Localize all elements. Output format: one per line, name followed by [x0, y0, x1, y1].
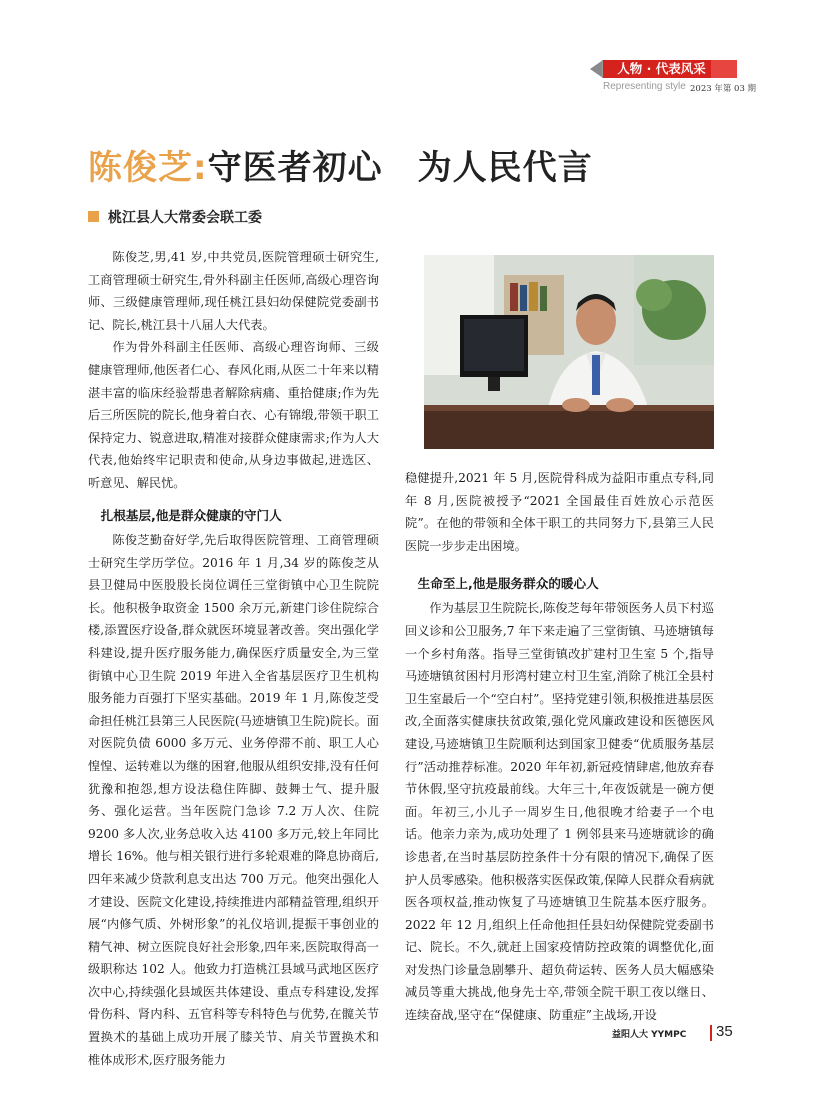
article-author: 桃江县人大常委会联工委	[108, 210, 262, 226]
intro-paragraph-2: 作为骨外科副主任医师、高级心理咨询师、三级健康管理师,他医者仁心、春风化雨,从医二十年来以精湛丰富的临床经验帮患者解除病痛、重拾健康;作为先后三所医院的院长,他身着白衣、心有锦缎,带领干职工保持定力、锐意进取,精准对接群众健康需求;作为人大代表,他始终牢记职责和使命,从身边事做起,进选区、听意见、解民忧。	[88, 340, 379, 490]
portrait-photo	[424, 255, 714, 449]
intro-text	[88, 246, 379, 495]
page-number: 35	[716, 1023, 733, 1040]
header-section-label: 人物 · 代表风采	[617, 61, 706, 76]
footer-divider	[710, 1025, 712, 1041]
section-1-paragraph: 陈俊芝勤奋好学,先后取得医院管理、工商管理硕士研究生学历学位。2016 年 1 月,34 岁的陈俊芝从县卫健局中医股股长岗位调任三堂街镇中心卫生院院长。他积极争取资金 1500 余万元,新建门诊住院综合楼,添置医疗设备,群众就医环境显著改善。突出强化学科建设,提升医疗服务能力,确保医疗质量安全,为三堂街镇中心卫生院 2019 年进入全省基层医疗卫生机构服务能力百强打下坚实基础。2019 年 1 月,陈俊芝受命担任桃江县第三人民医院(马迹塘镇卫生院)院长。面对医院负债 6000 多万元、业务停滞不前、职工人心惶惶、运转难以为继的困窘,他服从组织安排,没有任何犹豫和抱怨,想方设法稳住阵脚、鼓舞士气、提升服务、强化运营。当年医院门急诊 7.2 万人次、住院 9200 多人次,业务总收入达 4100 多万元,较上年同比增长 16%。他与相关银行进行多轮艰难的降息协商后,四年来减少贷款利息支出达 700 万元。他突出强化人才建设、医院文化建设,持续推进内部精益管理,组织开展“内修气质、外树形象”的礼仪培训,提振干事创业的精气神、树立医院良好社会形象,四年来,医院取得高一级职称达 102 人。他致力打造桃江县域马武地区医疗次中心,持续强化县域医共体建设、重点专科建设,发挥骨伤科、肾内科、五官科等专科特色与优势,在髋关节置换术的基础上成功开展了膝关节、肩关节置换术和椎体成形术,医疗服务能力	[88, 533, 379, 1067]
title-person-name: 陈俊芝	[88, 148, 193, 188]
section-1-heading: 扎根基层,他是群众健康的守门人	[100, 508, 282, 523]
section-1-continuation: 稳健提升,2021 年 5 月,医院骨科成为益阳市重点专科,同年 8 月,医院被授予“2021 全国最佳百姓放心示范医院”。在他的带领和全体干职工的共同努力下,县第三人民医院一步步走出困境。	[405, 471, 714, 553]
title-colon: :	[193, 148, 208, 188]
section-1-column	[88, 491, 379, 1071]
author-marker	[88, 211, 99, 222]
footer-brand: 益阳人大 YYMPC	[612, 1030, 687, 1040]
title-slogan: 守医者初心 为人民代言	[207, 148, 593, 188]
intro-paragraph-1: 陈俊芝,男,41 岁,中共党员,医院管理硕士研究生,工商管理硕士研究生,骨外科副主任医师,高级心理咨询师、三级健康管理师,现任桃江县妇幼保健院党委副书记、院长,桃江县十八届人大代表。	[88, 250, 379, 332]
section-2-heading: 生命至上,他是服务群众的暖心人	[417, 576, 599, 592]
right-column	[405, 467, 714, 1027]
header-issue-number: 2023 年第 03 期	[690, 84, 757, 94]
header-red-tab	[711, 60, 737, 78]
article-title	[88, 146, 593, 190]
section-2-paragraph: 作为基层卫生院院长,陈俊芝每年带领医务人员下村巡回义诊和公卫服务,7 年下来走遍了三堂街镇、马迹塘镇每一个乡村角落。指导三堂街镇改扩建村卫生室 5 个,指导马迹塘镇贫困村月形湾村建立村卫生室,消除了桃江全县村卫生室最后一个“空白村”。坚持党建引领,积极推进基层医改,全面落实健康扶贫政策,强化党风廉政建设和医德医风建设,马迹塘镇卫生院顺利达到国家卫健委“优质服务基层行”活动推荐标准。2020 年年初,新冠疫情肆虐,他放弃春节休假,坚守抗疫最前线。大年三十,年夜饭就是一碗方便面。年初三,小儿子一周岁生日,他很晚才给妻子一个电话。他亲力亲为,成功处理了 1 例邻县来马迹塘就诊的确诊患者,在当时基层防控条件十分有限的情况下,确保了医护人员零感染。他积极落实医保政策,保障人民群众看病就医各项权益,推动恢复了马迹塘镇卫生院基本医疗服务。2022 年 12 月,组织上任命他担任县妇幼保健院党委副书记、院长。不久,就赶上国家疫情防控政策的调整优化,面对发热门诊量急剧攀升、超负荷运转、医务人员大幅感染减员等重大挑战,他身先士卒,带领全院干职工夜以继日、连续奋战,坚守在“保健康、防重症”主战场,开设	[405, 601, 714, 1023]
header-english-subtitle: Representing style	[603, 81, 686, 92]
